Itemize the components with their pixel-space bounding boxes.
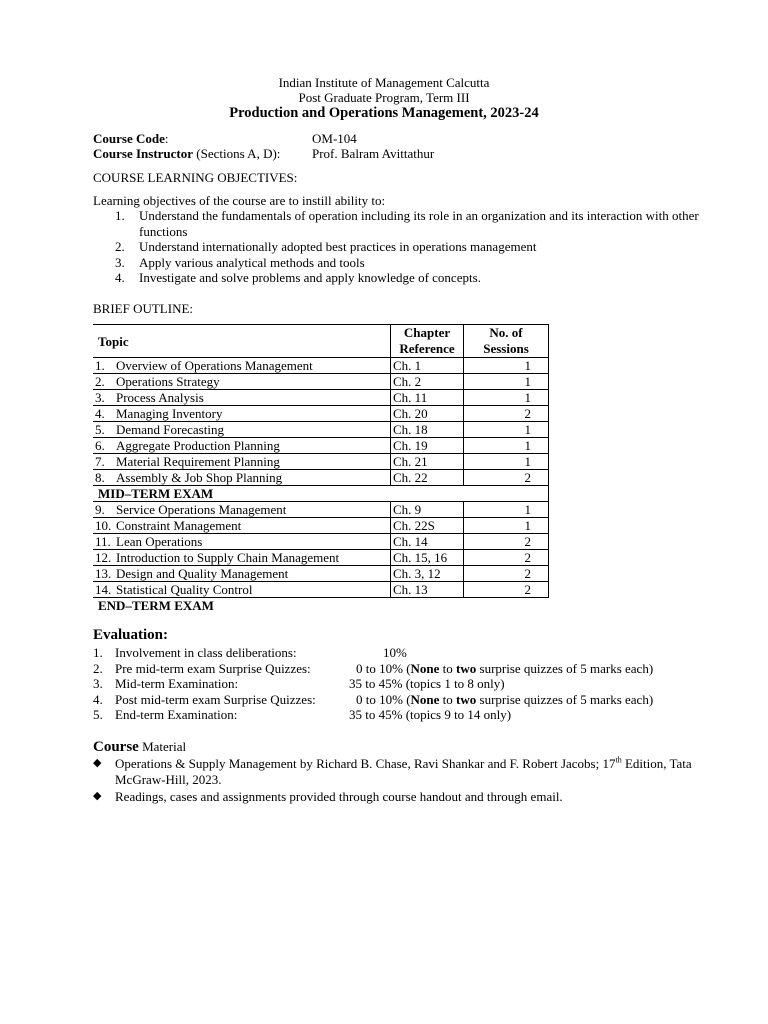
objective-text: Understand the fundamentals of operation including its role in an organization and its interaction with other functions [139, 208, 699, 239]
topic-cell [93, 550, 391, 566]
objective-text: Understand internationally adopted best practices in operations management [139, 239, 537, 254]
diamond-bullet-icon: ◆ [93, 757, 102, 769]
course-code-label: Course Code [93, 131, 165, 146]
outline-heading: BRIEF OUTLINE: [93, 301, 194, 316]
outline-row [93, 566, 549, 582]
sessions-cell: 1 [464, 422, 549, 438]
topic-name: Constraint Management [116, 518, 242, 533]
chapter-column-header: Chapter Reference [391, 325, 464, 358]
topic-cell [93, 406, 391, 422]
topic-name: Overview of Operations Management [116, 358, 313, 373]
outline-header-row [93, 325, 549, 358]
objective-number: 3. [115, 254, 125, 270]
topic-name: Assembly & Job Shop Planning [116, 470, 283, 485]
chapter-cell: Ch. 13 [391, 582, 464, 598]
topic-column-header: Topic [93, 325, 391, 358]
objective-item [93, 208, 703, 239]
topic-name: Design and Quality Management [116, 566, 289, 581]
outline-table [93, 324, 549, 613]
evaluation-label: Mid-term Examination: [115, 676, 239, 691]
objective-item [93, 255, 703, 271]
topic-number: 14. [95, 582, 112, 597]
topic-name: Aggregate Production Planning [116, 438, 280, 453]
topic-number: 11. [95, 534, 111, 549]
outline-row [93, 390, 549, 406]
evaluation-value: 0 to 10% (None to two surprise quizzes of 5 marks each) [356, 691, 654, 707]
chapter-cell: Ch. 21 [391, 454, 464, 470]
chapter-cell: Ch. 22 [391, 470, 464, 486]
sessions-cell: 1 [464, 358, 549, 374]
sessions-cell: 2 [464, 550, 549, 566]
objectives-intro: Learning objectives of the course are to instill ability to: [93, 193, 386, 208]
chapter-cell: Ch. 11 [391, 390, 464, 406]
topic-number: 12. [95, 550, 112, 565]
topic-name: Lean Operations [116, 534, 203, 549]
outline-row [93, 406, 549, 422]
chapter-cell: Ch. 15, 16 [391, 550, 464, 566]
topic-name: Material Requirement Planning [116, 454, 280, 469]
evaluation-list [93, 645, 713, 723]
evaluation-number: 4. [93, 691, 103, 707]
objectives-list [93, 208, 703, 286]
evaluation-item [93, 676, 713, 692]
outline-row [93, 502, 549, 518]
course-code-colon: : [164, 131, 169, 146]
evaluation-number: 5. [93, 707, 103, 722]
sessions-cell: 2 [464, 582, 549, 598]
objective-item [93, 270, 703, 286]
topic-number: 7. [95, 454, 105, 469]
topic-number: 13. [95, 566, 112, 581]
sessions-cell: 1 [464, 502, 549, 518]
chapter-cell: Ch. 1 [391, 358, 464, 374]
sessions-cell: 1 [464, 390, 549, 406]
topic-cell [93, 502, 391, 518]
course-title: Production and Operations Management, 2023-24 [229, 105, 539, 121]
topic-name: Introduction to Supply Chain Management [116, 550, 340, 565]
outline-row [93, 582, 549, 598]
outline-row [93, 438, 549, 454]
topic-name: Managing Inventory [116, 406, 223, 421]
objective-number: 2. [115, 239, 125, 254]
outline-row [93, 470, 549, 486]
topic-cell [93, 582, 391, 598]
topic-cell [93, 470, 391, 486]
topic-cell [93, 422, 391, 438]
objective-item [93, 239, 703, 255]
course-instructor-label: Course Instructor [93, 146, 194, 161]
program-name: Post Graduate Program, Term III [298, 90, 470, 105]
evaluation-label: Post mid-term exam Surprise Quizzes: [115, 691, 316, 707]
evaluation-item [93, 692, 713, 708]
topic-cell [93, 358, 391, 374]
objective-number: 4. [115, 270, 125, 285]
end-term-exam-row [93, 598, 549, 614]
topic-number: 8. [95, 470, 105, 485]
end-term-exam-label: END–TERM EXAM [98, 598, 214, 613]
topic-number: 4. [95, 406, 105, 421]
sessions-cell: 1 [464, 454, 549, 470]
sessions-cell: 1 [464, 438, 549, 454]
topic-cell [93, 374, 391, 390]
sessions-cell: 2 [464, 470, 549, 486]
outline-part-2 [93, 502, 549, 598]
outline-row [93, 534, 549, 550]
outline-part-1 [93, 358, 549, 486]
evaluation-item [93, 707, 713, 723]
outline-row [93, 374, 549, 390]
topic-cell [93, 438, 391, 454]
topic-name: Statistical Quality Control [116, 582, 253, 597]
course-material-list [93, 756, 703, 807]
objectives-heading: COURSE LEARNING OBJECTIVES: [93, 170, 298, 185]
sessions-cell: 2 [464, 534, 549, 550]
course-instructor-value: Prof. Balram Avittathur [312, 146, 435, 161]
evaluation-number: 3. [93, 676, 103, 691]
chapter-cell: Ch. 3, 12 [391, 566, 464, 582]
topic-number: 10. [95, 518, 112, 533]
chapter-cell: Ch. 2 [391, 374, 464, 390]
topic-number: 6. [95, 438, 105, 453]
outline-row [93, 518, 549, 534]
topic-number: 5. [95, 422, 105, 437]
topic-number: 9. [95, 502, 105, 517]
course-code-value: OM-104 [312, 131, 357, 146]
objective-number: 1. [115, 208, 125, 223]
chapter-cell: Ch. 19 [391, 438, 464, 454]
mid-term-exam-label: MID–TERM EXAM [93, 486, 549, 502]
mid-term-exam-row [93, 486, 549, 502]
topic-cell [93, 566, 391, 582]
chapter-cell: Ch. 9 [391, 502, 464, 518]
material-item: ◆ Readings, cases and assignments provided through course handout and through email. [93, 789, 563, 804]
course-material-heading-bold: Course [93, 739, 139, 755]
evaluation-value: 35 to 45% (topics 1 to 8 only) [349, 676, 505, 691]
chapter-cell: Ch. 18 [391, 422, 464, 438]
evaluation-heading: Evaluation: [93, 627, 169, 643]
topic-cell [93, 518, 391, 534]
outline-row [93, 358, 549, 374]
document-header [0, 75, 768, 122]
objective-text: Investigate and solve problems and apply knowledge of concepts. [139, 270, 481, 285]
material-item: ◆ Operations & Supply Management by Richard B. Chase, Ravi Shankar and F. Robert Jacobs; 17th Edition, Tata McGraw-Hill, 2023. [93, 755, 692, 787]
diamond-bullet-icon: ◆ [93, 790, 102, 802]
sessions-cell: 1 [464, 518, 549, 534]
objective-text: Apply various analytical methods and tools [139, 254, 365, 270]
course-material-heading-rest: Material [138, 739, 187, 754]
topic-name: Process Analysis [116, 390, 204, 405]
evaluation-label: End-term Examination: [115, 707, 238, 722]
evaluation-label: Involvement in class deliberations: [115, 645, 297, 660]
topic-cell [93, 454, 391, 470]
evaluation-label: Pre mid-term exam Surprise Quizzes: [115, 660, 311, 676]
outline-row [93, 454, 549, 470]
outline-row [93, 422, 549, 438]
course-material-heading [93, 739, 186, 756]
outline-row [93, 550, 549, 566]
topic-cell [93, 534, 391, 550]
evaluation-item [93, 661, 713, 677]
topic-name: Operations Strategy [116, 374, 220, 389]
topic-number: 3. [95, 390, 105, 405]
topic-number: 1. [95, 358, 105, 373]
chapter-cell: Ch. 22S [391, 518, 464, 534]
chapter-cell: Ch. 14 [391, 534, 464, 550]
sessions-cell: 2 [464, 566, 549, 582]
evaluation-item [93, 645, 713, 661]
evaluation-number: 1. [93, 645, 103, 660]
sessions-cell: 2 [464, 406, 549, 422]
topic-name: Demand Forecasting [116, 422, 224, 437]
topic-cell [93, 390, 391, 406]
topic-number: 2. [95, 374, 105, 389]
evaluation-value: 35 to 45% (topics 9 to 14 only) [349, 707, 512, 722]
evaluation-value: 0 to 10% (None to two surprise quizzes of 5 marks each) [356, 660, 654, 676]
course-instructor-sections: (Sections A, D): [193, 146, 281, 161]
institute-name: Indian Institute of Management Calcutta [278, 75, 490, 90]
evaluation-value: 10% [383, 645, 407, 660]
sessions-cell: 1 [464, 374, 549, 390]
topic-name: Service Operations Management [116, 502, 287, 517]
chapter-cell: Ch. 20 [391, 406, 464, 422]
evaluation-number: 2. [93, 660, 103, 676]
sessions-column-header: No. of Sessions [464, 325, 549, 358]
